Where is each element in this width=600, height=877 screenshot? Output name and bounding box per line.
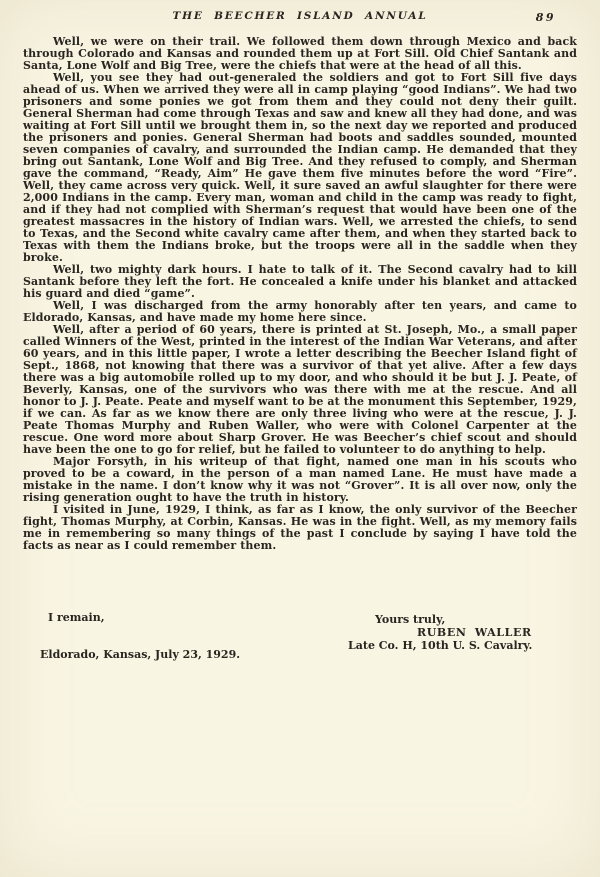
- paragraph: Well, two mighty dark hours. I hate to talk of it. The Second cavalry had to kill Santank before they left the fort. He concealed a knife under his blanket and attacked his guard and died “game”.: [23, 263, 577, 300]
- page-header: [0, 10, 600, 26]
- paragraph: Well, we were on their trail. We followed them down through Mexico and back through Colorado and Kansas and rounded them up at Fort Sill. Old Chief Santank and Santa, Lone Wolf and Big Tree, were the chiefs that were at the head of all this.: [23, 35, 577, 72]
- letter-body: [23, 36, 577, 552]
- page-header-title: THE BEECHER ISLAND ANNUAL: [172, 10, 428, 22]
- paragraph: I visited in June, 1929, I think, as far as I know, the only survivor of the Beecher fight, Thomas Murphy, at Corbin, Kansas. He was in the fight. Well, as my memory fails me in remembering so many things of the past I conclude by saying I have told the facts as near as I could remember them.: [23, 503, 577, 552]
- paragraph: Well, you see they had out-generaled the soldiers and got to Fort Sill five days ahead of us. When we arrived they were all in camp playing “good Indians”. We had two prisoners and some ponies we got from them and they could not deny their guilt. General Sherman had come through Texas and saw and knew all they had done, and was waiting at Fort Sill until we brought them in, so the next day we reported and produced the prisoners and ponies. General Sherman had boots and saddles sounded, mounted seven companies of cavalry, and surrounded the Indian camp. He demanded that they bring out Santank, Lone Wolf and Big Tree. And they refused to comply, and Sherman gave the command, “Ready, Aim” He gave them five minutes before the word “Fire”. Well, they came across very quick. Well, it sure saved an awful slaughter for there were 2,000 Indians in the camp. Every man, woman and child in the camp was ready to fight, and if they had not complied with Sherman’s request that would have been one of the greatest massacres in the history of Indian wars. Well, we arrested the chiefs, to send to Texas, and the Second white cavalry came after them, and when they started back to Texas with them the Indians broke, but the troops were all in the saddle when they broke.: [23, 71, 577, 264]
- closing-yours-truly: Yours truly,: [375, 613, 446, 626]
- paragraph: Major Forsyth, in his writeup of that fight, named one man in his scouts who proved to be a coward, in the person of a man named Lane. He must have made a mistake in the name. I don’t know why it was not “Grover”. It is all over now, only the rising generation ought to have the truth in history.: [23, 455, 577, 504]
- closing-i-remain: I remain,: [48, 611, 105, 624]
- page-number: 89: [535, 11, 556, 24]
- signature-name: RUBEN WALLER: [417, 626, 532, 639]
- paragraph: Well, I was discharged from the army honorably after ten years, and came to Eldorado, Kansas, and have made my home here since.: [23, 299, 577, 324]
- signature-title: Late Co. H, 10th U. S. Cavalry.: [348, 639, 533, 652]
- paragraph: Well, after a period of 60 years, there is printed at St. Joseph, Mo., a small paper called Winners of the West, printed in the interest of the Indian War Veterans, and after 60 years, and in this little paper, I wrote a letter describing the Beecher Island fight of Sept., 1868, not knowing that there was a survivor of that yet alive. After a few days there was a big automobile rolled up to my door, and who should it be but J. J. Peate, of Beverly, Kansas, one of the survivors who was there with me at the rescue. And all honor to J. J. Peate. Peate and myself want to be at the monument this September, 1929, if we can. As far as we know there are only three living who were at the rescue, J. J. Peate Thomas Murphy and Ruben Waller, who were with Colonel Carpenter at the rescue. One word more about Sharp Grover. He was Beecher’s chief scout and should have been the one to go for relief, but he failed to volunteer to do anything to help.: [23, 323, 577, 456]
- letter-dateline: Eldorado, Kansas, July 23, 1929.: [40, 648, 241, 661]
